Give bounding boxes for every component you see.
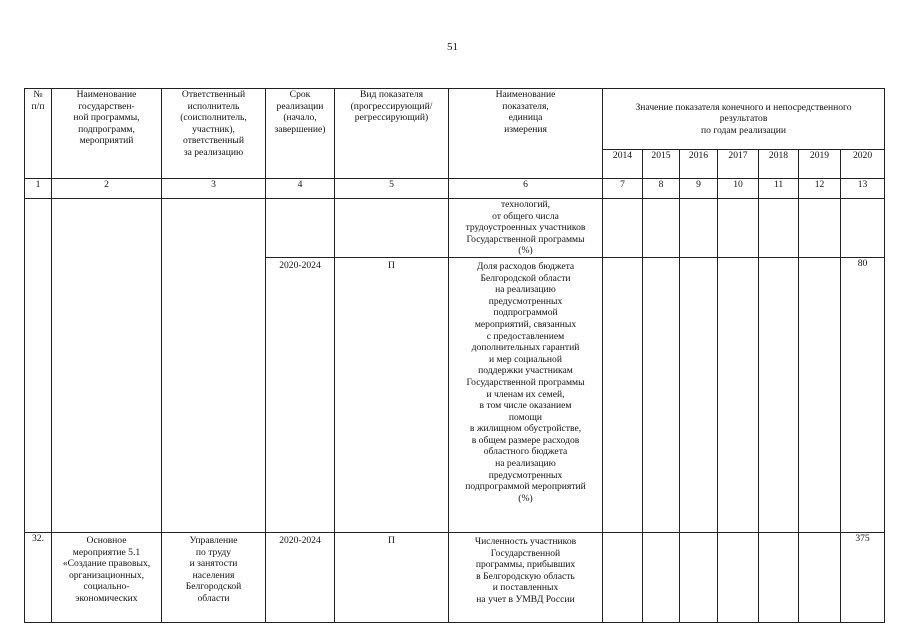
text-line: в том числе оказанием <box>479 400 572 412</box>
text-line: Белгородской <box>185 581 242 593</box>
type-cell: П <box>335 257 449 532</box>
header-responsible <box>162 89 266 179</box>
text-line: (%) <box>518 245 533 257</box>
text-line: подпрограмм, <box>78 123 135 135</box>
header-year: 2017 <box>718 150 759 179</box>
column-number: 13 <box>841 179 885 199</box>
column-number: 1 <box>25 179 52 199</box>
text-line: на реализацию <box>495 458 556 470</box>
text-line: населения <box>192 569 235 581</box>
text-line: трудоустроенных участников <box>465 222 586 234</box>
text-line: Вид показателя <box>360 89 423 100</box>
page-number: 51 <box>447 41 458 53</box>
value-cell <box>603 532 643 622</box>
header-period <box>266 89 335 179</box>
value-cell <box>799 257 841 532</box>
text-line: участник), <box>192 123 235 135</box>
text-line: подпрограммой мероприятий <box>465 481 586 493</box>
value-cell <box>799 199 841 258</box>
value-2020-cell: 375 <box>841 532 885 622</box>
text-line: в жилищном обустройстве, <box>469 423 582 435</box>
text-line: и поставленных <box>492 582 559 594</box>
text-line: и членам их семей, <box>486 388 565 400</box>
text-line: (%) <box>518 492 533 504</box>
header-program <box>52 89 162 179</box>
text-line: Управление <box>189 534 238 546</box>
header-values-group <box>603 89 885 150</box>
text-line: мероприятие 5.1 <box>72 546 141 558</box>
text-line: технологий, <box>500 199 551 210</box>
text-line: в Белгородскую область <box>476 570 575 582</box>
column-number: 10 <box>718 179 759 199</box>
value-cell <box>643 257 680 532</box>
column-number: 12 <box>799 179 841 199</box>
column-number: 8 <box>643 179 680 199</box>
text-line: на реализацию <box>495 284 556 296</box>
text-line: ответственный <box>183 135 244 147</box>
column-number: 5 <box>335 179 449 199</box>
text-line: исполнитель <box>187 100 240 112</box>
text-line: областного бюджета <box>483 446 568 458</box>
value-cell <box>759 532 799 622</box>
value-cell <box>759 257 799 532</box>
text-line: единица <box>508 112 543 124</box>
indicator-cell <box>449 532 603 622</box>
column-number: 9 <box>680 179 718 199</box>
text-line: измерения <box>504 123 547 135</box>
header-year: 2019 <box>799 150 841 179</box>
text-line: с предоставлением <box>486 330 565 342</box>
text-line: предусмотренных <box>488 295 563 307</box>
text-line: ной программы, <box>73 112 140 124</box>
text-line: на учет в УМВД России <box>476 593 575 605</box>
text-line: Государственной программы <box>466 233 585 245</box>
type-cell: П <box>335 532 449 622</box>
text-line: государствен- <box>78 100 135 112</box>
indicator-cell <box>449 257 603 532</box>
value-cell <box>759 199 799 258</box>
value-cell <box>680 532 718 622</box>
value-cell <box>718 257 759 532</box>
header-indicator-type <box>335 89 449 179</box>
text-line: по годам реализации <box>701 124 787 136</box>
value-cell <box>643 532 680 622</box>
text-line: и занятости <box>189 558 238 570</box>
text-line: от общего числа <box>492 210 559 222</box>
value-cell <box>718 532 759 622</box>
column-number: 3 <box>162 179 266 199</box>
text-line: Ответственный <box>181 89 246 100</box>
header-year: 2014 <box>603 150 643 179</box>
text-line: № <box>33 89 43 100</box>
text-line: по труду <box>195 546 232 558</box>
text-line: (прогрессирующий/ <box>350 100 433 112</box>
responsible-cell <box>162 199 266 533</box>
value-cell <box>643 199 680 258</box>
text-line: «Создание правовых, <box>62 558 151 570</box>
text-line: регрессирующий) <box>354 112 429 124</box>
header-n <box>25 89 52 179</box>
text-line: помощи <box>508 411 543 423</box>
header-year: 2016 <box>680 150 718 179</box>
text-line: мероприятий <box>79 135 134 147</box>
column-number: 6 <box>449 179 603 199</box>
column-number: 7 <box>603 179 643 199</box>
program-cell <box>52 532 162 622</box>
header-year: 2015 <box>643 150 680 179</box>
text-line: и мер социальной <box>489 353 562 365</box>
text-line: Наименование <box>495 89 556 100</box>
indicator-cell <box>449 199 603 258</box>
program-cell <box>52 199 162 533</box>
text-line: дополнительных гарантий <box>471 342 580 354</box>
period-cell: 2020-2024 <box>266 532 335 622</box>
responsible-cell <box>162 532 266 622</box>
text-line: показателя, <box>502 100 549 112</box>
text-line: области <box>197 592 230 604</box>
text-line: подпрограммой <box>493 307 558 319</box>
text-line: экономических <box>75 592 138 604</box>
text-line: за реализацию <box>183 146 244 158</box>
text-line: программы, прибывших <box>475 559 576 571</box>
period-cell <box>266 199 335 258</box>
header-year: 2018 <box>759 150 799 179</box>
value-2020-cell: 80 <box>841 257 885 532</box>
table-row <box>25 199 885 258</box>
value-cell <box>799 532 841 622</box>
text-line: (соисполнитель, <box>180 112 247 124</box>
column-number: 4 <box>266 179 335 199</box>
column-number-row <box>25 179 885 199</box>
text-line: Срок <box>289 89 311 100</box>
text-line: Государственной программы <box>466 376 585 388</box>
row-number <box>25 199 52 533</box>
column-number: 2 <box>52 179 162 199</box>
text-line: Белгородской области <box>480 272 571 284</box>
text-line: мероприятий, связанных <box>474 318 577 330</box>
text-line: Государственной <box>490 547 561 559</box>
text-line: Доля расходов бюджета <box>476 260 575 272</box>
text-line: п/п <box>31 100 45 112</box>
text-line: Численность участников <box>474 535 577 547</box>
value-2020-cell <box>841 199 885 258</box>
text-line: в общем размере расходов <box>471 434 580 446</box>
header-year: 2020 <box>841 150 885 179</box>
text-line: реализации <box>276 100 324 112</box>
column-number: 11 <box>759 179 799 199</box>
text-line: Наименование <box>76 89 137 100</box>
period-cell: 2020-2024 <box>266 257 335 532</box>
type-cell <box>335 199 449 258</box>
text-line: предусмотренных <box>488 469 563 481</box>
table-row <box>25 532 885 622</box>
value-cell <box>603 199 643 258</box>
text-line: социально- <box>83 581 130 593</box>
text-line: результатов <box>719 113 768 125</box>
value-cell <box>718 199 759 258</box>
indicator-table <box>24 88 885 623</box>
header-indicator-name <box>449 89 603 179</box>
text-line: (начало, <box>283 112 317 124</box>
text-line: завершение) <box>274 123 326 135</box>
text-line: Основное <box>86 534 127 546</box>
text-line: поддержки участникам <box>478 365 573 377</box>
value-cell <box>680 257 718 532</box>
text-line: Значение показателя конечного и непосредственного <box>635 101 852 113</box>
value-cell <box>603 257 643 532</box>
row-number: 32. <box>25 532 52 622</box>
value-cell <box>680 199 718 258</box>
text-line: организационных, <box>68 569 145 581</box>
